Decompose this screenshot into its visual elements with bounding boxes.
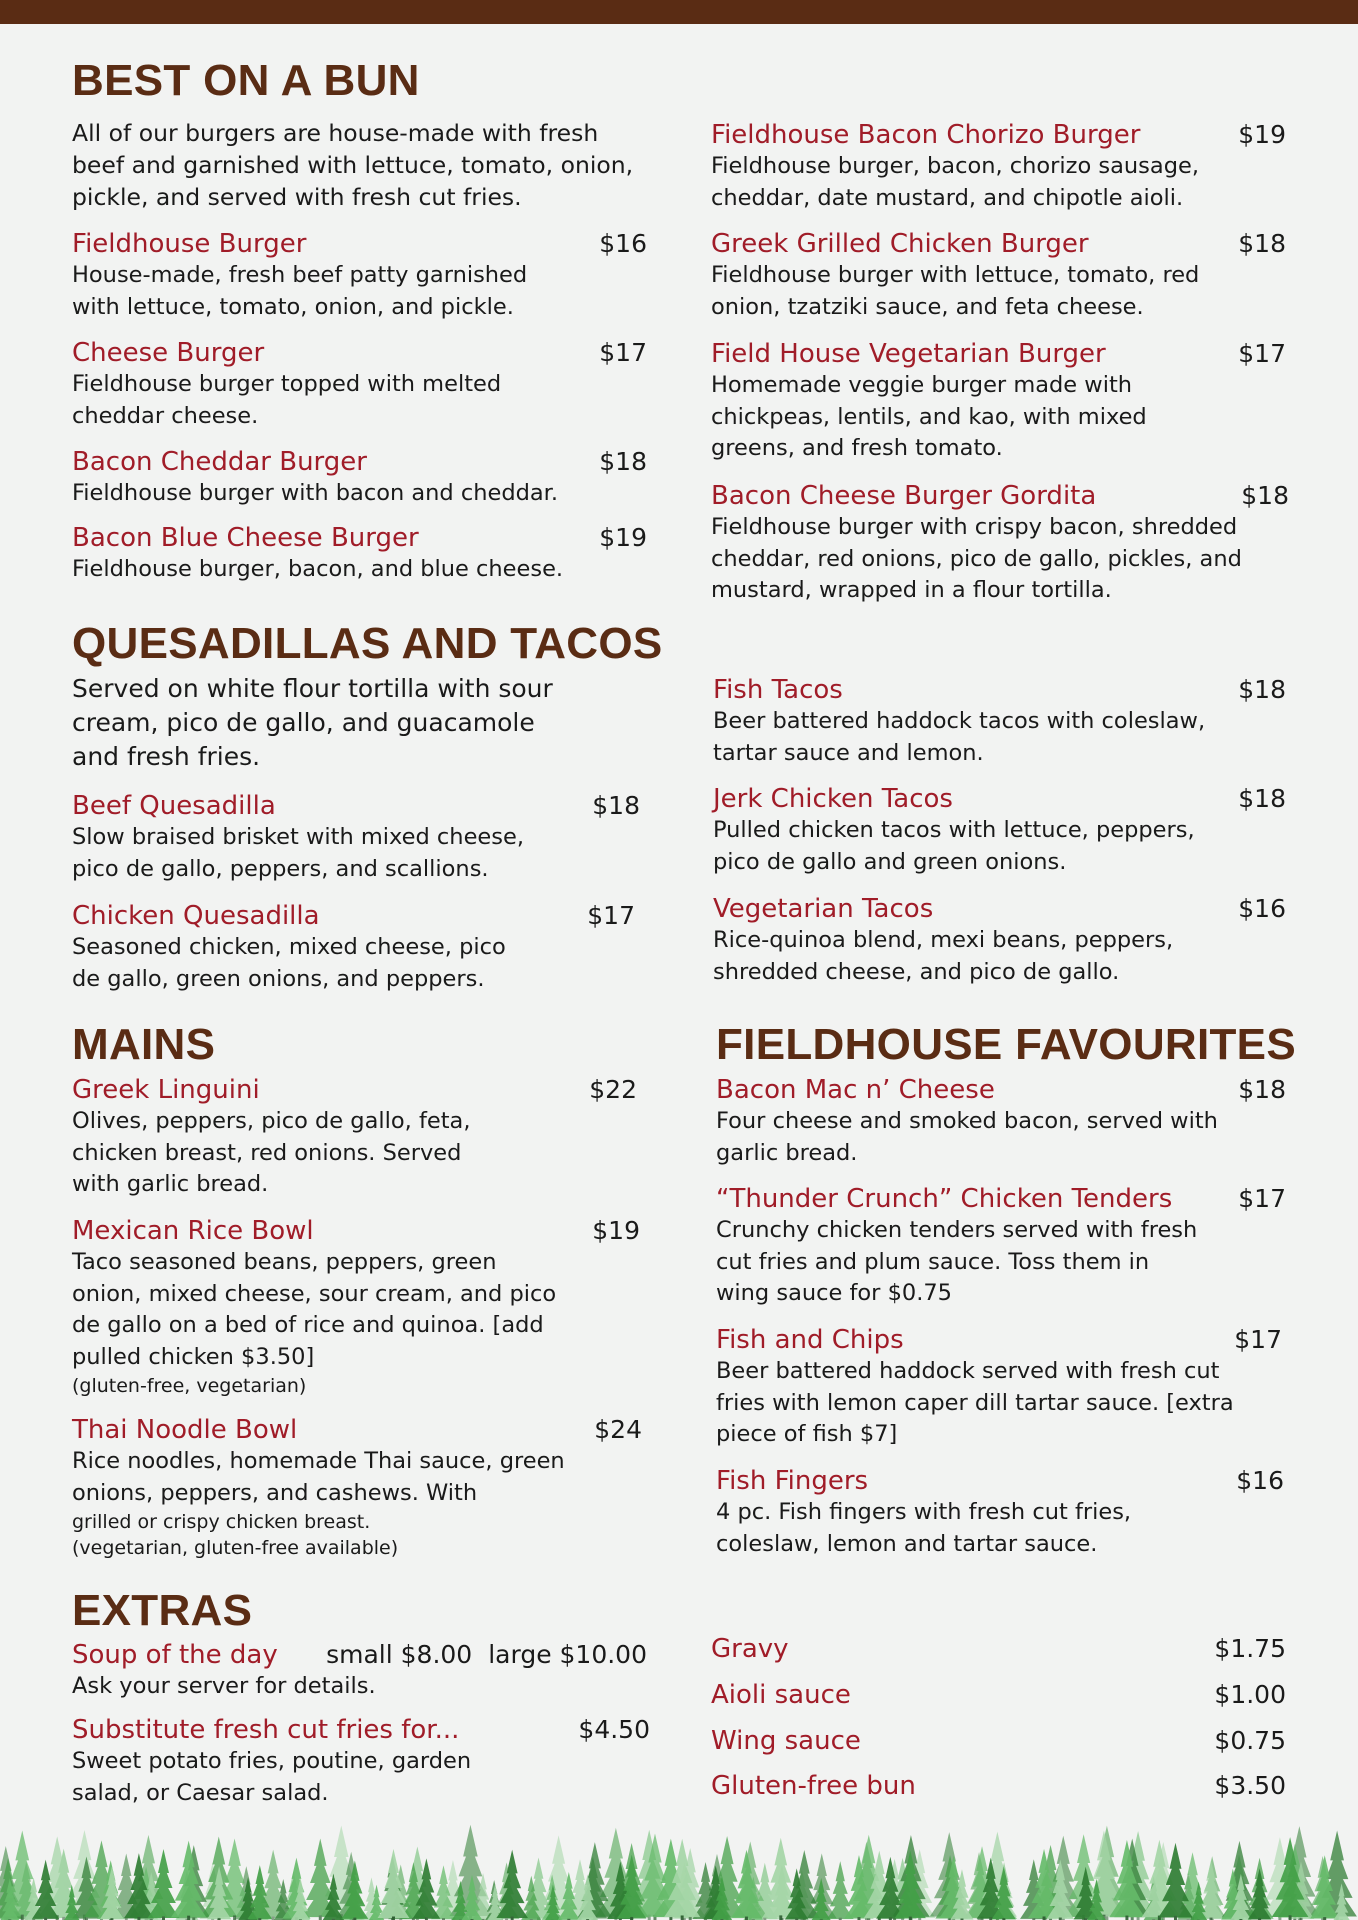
- menu-item: [72, 1073, 637, 1201]
- menu-item: [716, 1464, 1284, 1560]
- item-description: Beer battered haddock served with fresh cut fries with lemon caper dill tartar sauce. [extra piece of fish $7]: [716, 1358, 1234, 1447]
- item-price: $16: [1236, 1466, 1284, 1495]
- item-name: Fieldhouse Burger: [72, 229, 307, 259]
- item-description: Olives, peppers, pico de gallo, feta, chicken breast, red onions. Served with garlic bread.: [72, 1108, 471, 1197]
- item-name: Fish Fingers: [716, 1466, 869, 1496]
- item-name: Jerk Chicken Tacos: [713, 784, 953, 814]
- item-description: Slow braised brisket with mixed cheese, pico de gallo, peppers, and scallions.: [72, 824, 524, 882]
- item-description: Fieldhouse burger with lettuce, tomato, red onion, tzatziki sauce, and feta cheese.: [711, 262, 1200, 320]
- burgers-intro: All of our burgers are house-made with fresh beef and garnished with lettuce, tomato, onion, pickle, and served with fresh cut fries.: [72, 119, 634, 211]
- item-description: House-made, fresh beef patty garnished with lettuce, tomato, onion, and pickle.: [72, 262, 528, 320]
- item-name: Vegetarian Tacos: [713, 894, 934, 924]
- item-description: 4 pc. Fish fingers with fresh cut fries, coleslaw, lemon and tartar sauce.: [716, 1499, 1132, 1557]
- item-name: Bacon Cheddar Burger: [72, 447, 367, 477]
- item-price: $1.00: [1214, 1680, 1286, 1709]
- addon-item: [711, 1678, 1286, 1711]
- item-name: Bacon Mac n’ Cheese: [716, 1075, 995, 1105]
- section-heading-burgers: BEST ON A BUN: [72, 56, 420, 105]
- item-name: Greek Grilled Chicken Burger: [711, 229, 1089, 259]
- item-price: $1.75: [1214, 1634, 1286, 1663]
- menu-item: [711, 118, 1286, 214]
- item-name: Field House Vegetarian Burger: [711, 339, 1106, 369]
- menu-item: [72, 899, 635, 995]
- item-name: Aioli sauce: [711, 1680, 851, 1710]
- item-price: $17: [599, 338, 647, 367]
- item-price: $19: [599, 523, 647, 552]
- addon-item: [711, 1632, 1286, 1665]
- item-description: Fieldhouse burger with bacon and cheddar.: [72, 480, 559, 506]
- item-description: Beer battered haddock tacos with coleslaw, tartar sauce and lemon.: [713, 708, 1206, 766]
- item-name: Soup of the day: [72, 1640, 278, 1670]
- item-price-small: small $8.00: [326, 1640, 473, 1669]
- item-price: $18: [599, 447, 647, 476]
- quesadillas-intro: Served on white flour tortilla with sour cream, pico de gallo, and guacamole and fresh fries.: [72, 674, 553, 771]
- menu-item: [711, 479, 1289, 607]
- menu-item: [72, 445, 647, 510]
- top-bar: [0, 0, 1358, 24]
- item-description: Fieldhouse burger with crispy bacon, shredded cheddar, red onions, pico de gallo, pickles, and mustard, wrapped in a flour tortilla.: [711, 514, 1242, 603]
- item-name: Bacon Blue Cheese Burger: [72, 523, 419, 553]
- menu-item: [72, 521, 647, 586]
- item-price: $19: [1238, 120, 1286, 149]
- section-heading-mains: MAINS: [72, 1020, 216, 1069]
- item-price: $19: [592, 1216, 640, 1245]
- menu-item: [72, 336, 647, 432]
- item-description: Fieldhouse burger topped with melted cheddar cheese.: [72, 371, 502, 429]
- menu-item: [72, 1413, 642, 1561]
- item-description: Fieldhouse burger, bacon, chorizo sausage, cheddar, date mustard, and chipotle aioli.: [711, 153, 1199, 211]
- item-name: Gluten-free bun: [711, 1771, 916, 1801]
- item-price: $18: [1241, 481, 1289, 510]
- item-price: $4.50: [578, 1715, 650, 1744]
- item-name: “Thunder Crunch” Chicken Tenders: [716, 1184, 1173, 1214]
- item-description: Seasoned chicken, mixed cheese, pico de gallo, green onions, and peppers.: [72, 934, 506, 992]
- item-price: $18: [592, 791, 640, 820]
- item-description: Homemade veggie burger made with chickpeas, lentils, and kao, with mixed greens, and fresh tomato.: [711, 372, 1147, 461]
- addon-item: [711, 1769, 1286, 1802]
- item-price-large: large $10.00: [488, 1640, 647, 1669]
- menu-item: [713, 782, 1286, 878]
- item-name: Fish and Chips: [716, 1325, 904, 1355]
- item-price: $18: [1238, 229, 1286, 258]
- item-description: Four cheese and smoked bacon, served with garlic bread.: [716, 1108, 1218, 1166]
- item-name: Cheese Burger: [72, 338, 265, 368]
- menu-item: [716, 1073, 1286, 1169]
- item-name: Substitute fresh cut fries for...: [72, 1715, 460, 1745]
- item-price: $17: [1238, 339, 1286, 368]
- item-price: $17: [1234, 1325, 1282, 1354]
- item-description: Taco seasoned beans, peppers, green onion, mixed cheese, sour cream, and pico de gallo on a bed of rice and quinoa. [add pulled chicken $3.50]: [72, 1249, 557, 1370]
- item-dietary-note: grilled or crispy chicken breast. (vegetarian, gluten-free available): [72, 1511, 399, 1559]
- item-description: Fieldhouse burger, bacon, and blue cheese.: [72, 556, 564, 582]
- menu-item: [716, 1182, 1286, 1310]
- item-name: Thai Noodle Bowl: [72, 1415, 298, 1445]
- item-price: $16: [1238, 894, 1286, 923]
- item-name: Gravy: [711, 1634, 789, 1664]
- item-price: $18: [1238, 1075, 1286, 1104]
- item-description: Rice-quinoa blend, mexi beans, peppers, shredded cheese, and pico de gallo.: [713, 927, 1174, 985]
- item-name: Mexican Rice Bowl: [72, 1216, 314, 1246]
- item-price: $18: [1238, 675, 1286, 704]
- item-name: Fish Tacos: [713, 675, 843, 705]
- item-price: $16: [599, 229, 647, 258]
- section-heading-extras: EXTRAS: [72, 1586, 253, 1635]
- item-price: $17: [587, 901, 635, 930]
- item-price: $17: [1238, 1184, 1286, 1213]
- menu-item: [711, 227, 1286, 323]
- item-price: $18: [1238, 784, 1286, 813]
- item-price: $24: [594, 1415, 642, 1444]
- menu-item: [711, 337, 1286, 465]
- item-description: Ask your server for details.: [72, 1673, 376, 1699]
- item-name: Bacon Cheese Burger Gordita: [711, 481, 1097, 511]
- item-name: Chicken Quesadilla: [72, 901, 320, 931]
- item-description: Rice noodles, homemade Thai sauce, green onions, peppers, and cashews. With: [72, 1448, 565, 1506]
- menu-item-fries: [72, 1713, 650, 1809]
- item-price: $0.75: [1214, 1726, 1286, 1755]
- menu-item: [716, 1323, 1282, 1451]
- menu-item: [713, 892, 1286, 988]
- menu-item-soup: [72, 1638, 647, 1703]
- item-description: Sweet potato fries, poutine, garden salad, or Caesar salad.: [72, 1748, 472, 1806]
- item-name: Greek Linguini: [72, 1075, 260, 1105]
- menu-item: [713, 673, 1286, 769]
- item-description: Pulled chicken tacos with lettuce, peppers, pico de gallo and green onions.: [713, 817, 1195, 875]
- menu-item: [72, 789, 640, 885]
- menu-item: [72, 227, 647, 323]
- section-heading-quesadillas: QUESADILLAS AND TACOS: [72, 619, 663, 668]
- item-name: Wing sauce: [711, 1726, 861, 1756]
- section-heading-favourites: FIELDHOUSE FAVOURITES: [716, 1020, 1296, 1069]
- menu-item: [72, 1214, 640, 1399]
- pine-tree-border: [0, 1812, 1358, 1920]
- item-name: Beef Quesadilla: [72, 791, 276, 821]
- item-price: $22: [589, 1075, 637, 1104]
- item-description: Crunchy chicken tenders served with fresh cut fries and plum sauce. Toss them in wing sauce for $0.75: [716, 1217, 1198, 1306]
- item-name: Fieldhouse Bacon Chorizo Burger: [711, 120, 1141, 150]
- addon-item: [711, 1724, 1286, 1757]
- item-dietary-note: (gluten-free, vegetarian): [72, 1375, 307, 1397]
- item-price: $3.50: [1214, 1771, 1286, 1800]
